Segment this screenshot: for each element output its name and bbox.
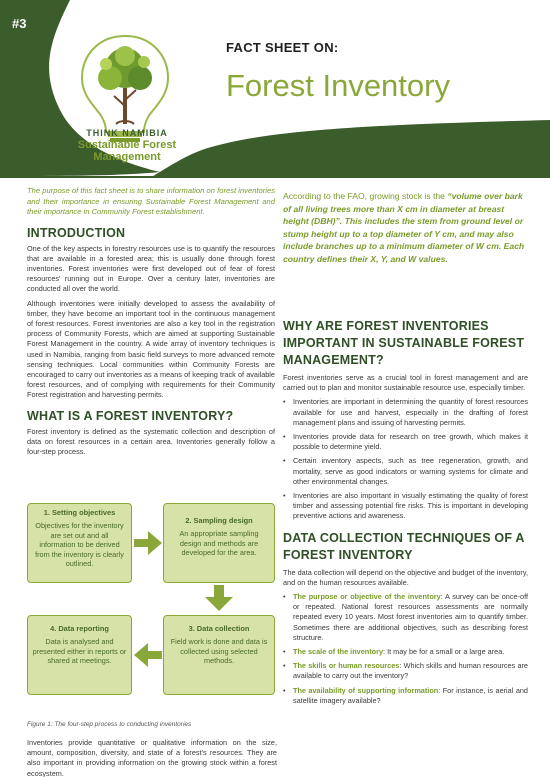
step-box-4 <box>27 615 132 695</box>
step-4-text: Data is analysed and presented either in reports or shared at meetings. <box>32 637 127 665</box>
data-bullet-2-label: The scale of the inventory <box>293 647 384 657</box>
why-paragraph: Forest inventories serve as a crucial tool in forest management and are carried out to plan and monitor sustainable resource use, especially timber. <box>283 373 528 393</box>
data-bullet-4 <box>283 686 528 706</box>
why-bullet-2: • Inventories provide data for research on tree growth, which makes it possible to determine yield. <box>283 432 528 452</box>
purpose-statement: The purpose of this fact sheet is to share information on forest inventories and their importance in ensuring Sustainable Forest Management and their importance in Community Forest establishment. <box>27 186 275 216</box>
why-bullet-4: • Inventories are also important in visually estimating the quality of forest timber and assessing potential fire risks. This is important in developing preventive actions and awareness. <box>283 491 528 522</box>
step-1-text: Objectives for the inventory are set out and all information to be derived from the inventory is clearly outlined. <box>35 521 124 568</box>
data-collection-heading: DATA COLLECTION TECHNIQUES OF A FOREST INVENTORY <box>283 530 525 562</box>
step-2-title: 2. Sampling design <box>185 516 253 525</box>
introduction-heading: INTRODUCTION <box>27 225 126 240</box>
step-2-text: An appropriate sampling design and methods are developed for the area. <box>179 529 259 557</box>
logo-text-think-namibia: THINK NAMIBIA <box>86 128 168 138</box>
why-heading: WHY ARE FOREST INVENTORIES IMPORTANT IN SUSTAINABLE FOREST MANAGEMENT? <box>283 319 525 367</box>
logo-text-sfm <box>52 139 202 163</box>
data-bullet-4-label: The availability of supporting information <box>293 685 439 695</box>
data-bullet-3-text: : Which skills and human resources are available to carry out the inventory? <box>293 661 528 681</box>
data-collection-bullet-list <box>283 592 528 706</box>
arrow-right-icon <box>148 531 162 555</box>
arrow-3-to-4 <box>146 651 162 659</box>
right-column <box>283 318 528 710</box>
step-3-title: 3. Data collection <box>188 624 250 633</box>
logo-line-2: Sustainable Forest <box>77 139 177 151</box>
page-title: Forest Inventory <box>226 68 450 103</box>
introduction-paragraph-2: Although inventories were initially developed to assess the availability of timber, they have become an important tool in the continuous management of forest resources. Forest inventories are also a key tool in the registration process of Community Forests, which are aimed at supporting Sustainable Forest Management in the country. A wide array of inventory techniques is used in Namibia, ranging from basic field surveys to more advanced remote sensing techniques. Local communities within Community Forests are encouraged to carry out inventories as a means of keeping track of available forest resources, and of complying with requirements for their Community Forest registration and harvesting permits. <box>27 298 275 400</box>
data-bullet-2 <box>283 647 528 657</box>
arrow-left-icon <box>134 643 148 667</box>
figure-caption: Figure 1: The four-step process to conducting inventories <box>27 721 192 728</box>
quote-lead: According to the FAO, growing stock is the <box>283 191 448 201</box>
why-bullet-3: • Certain inventory aspects, such as tree regeneration, growth, and mortality, serve as good indicators or warning systems for climate and other environmental changes. <box>283 456 528 487</box>
why-bullet-1: • Inventories are important in determining the quantity of forest resources available for use and harvest, especially in the drafting of forest management plans and issuing of harvesting permits. <box>283 397 528 428</box>
what-is-heading: WHAT IS A FOREST INVENTORY? <box>27 408 234 423</box>
data-collection-paragraph: The data collection will depend on the objective and budget of the inventory, and on the human resources available. <box>283 567 528 587</box>
quote-body: “volume over bark of all living trees more than X cm in diameter at breast height (DBH)”. This includes the stem from ground level or stump height up to a top diameter of Y cm, and may also include branches up to a minimum diameter of W cm. Each country defines their X, Y, and W values. <box>283 191 525 264</box>
data-bullet-1 <box>283 592 528 643</box>
left-column <box>27 186 275 457</box>
why-bullet-list <box>283 397 528 521</box>
data-bullet-2-text: : It may be for a small or a large area. <box>383 647 505 657</box>
step-box-1 <box>27 503 132 583</box>
logo-line-3: Management <box>93 151 161 163</box>
header-band <box>0 0 550 178</box>
step-box-2 <box>163 503 275 583</box>
what-is-paragraph: Forest inventory is defined as the systematic collection and description of data on forest resources in a certain area. Inventories generally follow a four-step process. <box>27 426 275 456</box>
closing-paragraph: Inventories provide quantitative or qualitative information on the size, amount, composition, diversity, and state of a forest's resources. They are also important in providing information on the growing stock within a forest ecosystem. <box>27 738 277 777</box>
fact-sheet-label: FACT SHEET ON: <box>226 40 339 55</box>
arrow-down-icon <box>205 597 233 611</box>
data-bullet-4-text: : For instance, is aerial and satellite imagery available? <box>293 685 528 705</box>
data-bullet-3 <box>283 661 528 681</box>
step-3-text: Field work is done and data is collected using selected methods. <box>170 637 268 665</box>
sheet-number: #3 <box>12 16 27 31</box>
data-bullet-1-text: : A survey can be once-off or repeated. National forest resources assessments are normally repeated every 10 years. Most forest inventories aim to quantify timber. Sometimes there are additional objectives, such as describing forest structure. <box>293 592 528 642</box>
data-bullet-1-label: The purpose or objective of the inventory <box>293 592 441 602</box>
four-step-diagram <box>27 503 277 713</box>
fao-definition-quote <box>283 190 528 266</box>
step-box-3 <box>163 615 275 695</box>
data-bullet-3-label: The skills or human resources <box>293 661 400 671</box>
step-1-title: 1. Setting objectives <box>43 508 116 517</box>
step-4-title: 4. Data reporting <box>50 624 109 633</box>
introduction-paragraph-1: One of the key aspects in forestry resources use is to quantify the resources that are available in a forested area; this is usually done through forest inventories. Forest inventories were first developed out of fear of forest resources' running out in Europe. Over a century later, inventories are conducted all over the world. <box>27 243 275 294</box>
